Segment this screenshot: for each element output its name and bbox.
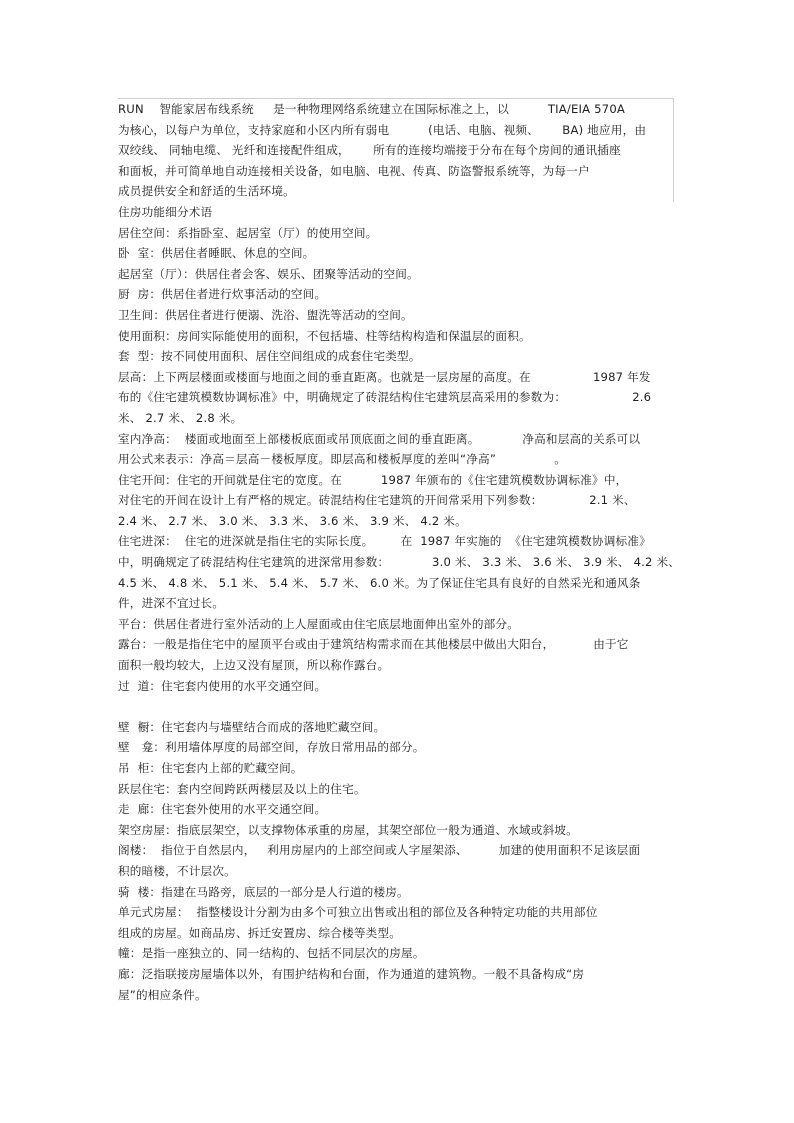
text-line: 4.5 米、 4.8 米、 5.1 米、 5.4 米、 5.7 米、 6.0 米。为了保证住宅具有良好的自然采光和通风条 [118, 575, 641, 590]
text-line: 单元式房屋： 指整楼设计分割为由多个可独立出售或出租的部位及各种特定功能的共用部位 [118, 905, 598, 920]
text-line: 为核心，以每户为单位，支持家庭和小区内所有弱电 (电话、电脑、视频、 BA) 地应用，由 [118, 122, 647, 137]
text-line: 套 型：按不同使用面积、居住空间组成的成套住宅类型。 [118, 349, 421, 364]
text-line: 住房功能细分术语 [118, 204, 213, 219]
text-line: 壁 橱：住宅套内与墙壁结合而成的落地贮藏空间。 [118, 719, 386, 734]
text-line: 卫生间：供居住者进行便溺、洗浴、盥洗等活动的空间。 [118, 307, 413, 322]
document-body [118, 99, 681, 1005]
text-line: 住宅开间：住宅的开间就是住宅的宽度。在 1987 年颁布的《住宅建筑模数协调标准》中， [118, 472, 628, 487]
text-line: 阁楼： 指位于自然层内， 利用房屋内的上部空间或人字屋架添、 加建的使用面积不足该层面 [118, 843, 641, 858]
text-line: 组成的房屋。如商品房、拆迁安置房、综合楼等类型。 [118, 925, 402, 940]
text-line: 跃层住宅：套内空间跨跃两楼层及以上的住宅。 [118, 781, 366, 796]
text-line: 卧 室：供居住者睡眠、休息的空间。 [118, 246, 315, 261]
text-line: 室内净高： 楼面或地面至上部楼板底面或吊顶底面之间的垂直距离。 净高和层高的关系可以 [118, 431, 641, 446]
text-line: 使用面积：房间实际能使用的面积，不包括墙、柱等结构构造和保温层的面积。 [118, 328, 531, 343]
text-line: 成员提供安全和舒适的生活环境。 [118, 184, 295, 199]
text-line [118, 696, 678, 717]
text-line: 用公式来表示：净高＝层高－楼板厚度。即层高和楼板厚度的差叫“净高” 。 [118, 452, 567, 467]
text-line: 2.4 米、 2.7 米、 3.0 米、 3.3 米、 3.6 米、 3.9 米、 4.2 米。 [118, 513, 467, 528]
text-line: 层高：上下两层楼面或楼面与地面之间的垂直距离。也就是一层房屋的高度。在 1987 年发 [118, 369, 651, 384]
text-line: 露台：一般是指住宅中的屋顶平台或由于建筑结构需求而在其他楼层中做出大阳台， 由于它 [118, 637, 629, 652]
text-line: 和面板，并可简单地自动连接相关设备，如电脑、电视、传真、防盗警报系统等，为每一户 [118, 163, 590, 178]
text-line: 走 廊：住宅套外使用的水平交通空间。 [118, 802, 327, 817]
text-line: 壁 龛：利用墙体厚度的局部空间，存放日常用品的部分。 [118, 740, 425, 755]
text-line: 双绞线、 同轴电缆、 光纤和连接配件组成， 所有的连接均端接于分布在每个房间的通讯插座 [118, 143, 621, 158]
text-line: 件，进深不宜过长。 [118, 596, 225, 611]
text-line: 幢：是指一座独立的、同一结构的、包括不同层次的房屋。 [118, 946, 425, 961]
text-line: 面积一般均较大，上边又没有屋顶，所以称作露台。 [118, 658, 390, 673]
text-line: 架空房屋：指底层架空，以支撑物体承重的房屋，其架空部位一般为通道、水域或斜坡。 [118, 822, 578, 837]
text-line: 中，明确规定了砖混结构住宅建筑的进深常用参数： 3.0 米、 3.3 米、 3.6 米、 3.9 米、 4.2 米、 [118, 555, 681, 570]
text-line: 积的暗楼，不计层次。 [118, 863, 236, 878]
text-line: 住宅进深： 住宅的进深就是指住宅的实际长度。 在 1987 年实施的 《住宅建筑模数协调标准》 [118, 534, 651, 549]
text-line: 厨 房：供居住者进行炊事活动的空间。 [118, 287, 327, 302]
text-line: 吊 柜：住宅套内上部的贮藏空间。 [118, 761, 303, 775]
text-line: 廊：泛指联接房屋墙体以外，有围护结构和台面，作为通道的建筑物。一般不具备构成“房 [118, 966, 585, 981]
text-line: 屋”的相应条件。 [118, 987, 207, 1002]
text-line: 起居室（厅）：供居住者会客、娱乐、团聚等活动的空间。 [118, 266, 419, 281]
text-line: 过 道：住宅套内使用的水平交通空间。 [118, 678, 327, 693]
text-line: 平台：供居住者进行室外活动的上人屋面或由住宅底层地面伸出室外的部分。 [118, 616, 519, 631]
text-line: 米、 2.7 米、 2.8 米。 [118, 410, 243, 425]
text-line: RUN 智能家居布线系统 是一种物理网络系统建立在国际标准之上，以 TIA/EIA 570A [118, 102, 626, 116]
text-line: 居住空间：系指卧室、起居室（厅）的使用空间。 [118, 225, 378, 240]
text-line: 布的《住宅建筑模数协调标准》中，明确规定了砖混结构住宅建筑层高采用的参数为： 2.6 [118, 390, 652, 405]
text-line: 骑 楼：指建在马路旁，底层的一部分是人行道的楼房。 [118, 884, 409, 899]
text-line: 对住宅的开间在设计上有严格的规定。砖混结构住宅建筑的开间常采用下列参数： 2.1 米、 [118, 493, 636, 508]
